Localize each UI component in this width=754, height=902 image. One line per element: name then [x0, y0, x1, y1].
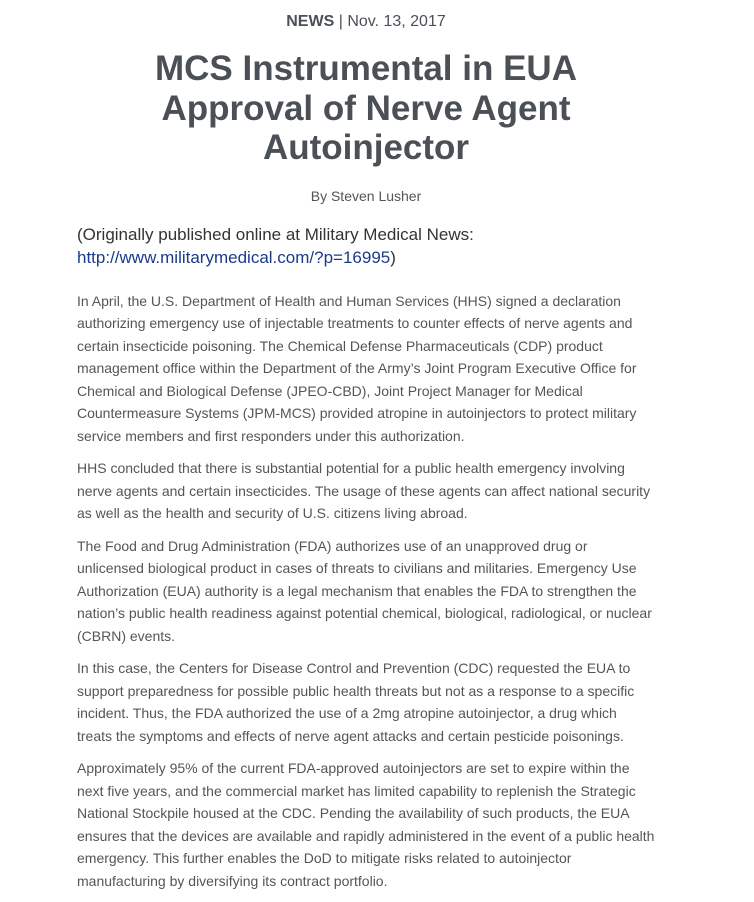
- body-paragraph: Approximately 95% of the current FDA-approved autoinjectors are set to expire within the next five years, and the commercial market has limited capability to replenish the Strategic National Stockpile housed at the CDC. Pending the availability of such products, the EUA ensures that the devices are available and rapidly administered in the event of a public health emergency. This further enables the DoD to mitigate risks related to autoinjector manufacturing by diversifying its contract portfolio.: [77, 760, 655, 889]
- article: [77, 0, 655, 902]
- body-paragraph: The Food and Drug Administration (FDA) authorizes use of an unapproved drug or unlicensed biological product in cases of threats to civilians and militaries. Emergency Use Authorization (EUA) authority is a legal mechanism that enables the FDA to strengthen the nation’s public health readiness against potential chemical, biological, radiological, or nuclear (CBRN) events.: [77, 537, 652, 644]
- body-paragraph: In April, the U.S. Department of Health and Human Services (HHS) signed a declaration authorizing emergency use of injectable treatments to counter effects of nerve agents and certain insecticide poisoning. The Chemical Defense Pharmaceuticals (CDP) product management office within the Department of the Army’s Joint Program Executive Office for Chemical and Biological Defense (JPEO-CBD), Joint Project Manager for Medical Countermeasure Systems (JPM-MCS) provided atropine in autoinjectors to protect military service members and first responders under this authorization.: [77, 292, 637, 444]
- category-label[interactable]: NEWS: [286, 13, 335, 30]
- article-body: [77, 290, 655, 893]
- origin-suffix: ): [390, 247, 396, 267]
- byline: By Steven Lusher: [310, 187, 422, 204]
- article-title: MCS Instrumental in EUA Approval of Nerve Agent Autoinjector: [155, 49, 577, 167]
- body-paragraph: In this case, the Centers for Disease Control and Prevention (CDC) requested the EUA to support preparedness for possible public health threats but not as a response to a specific incident. Thus, the FDA authorized the use of a 2mg atropine autoinjector, a drug which treats the symptoms and effects of nerve agent attacks and certain pesticide poisonings.: [77, 660, 635, 744]
- meta-separator: |: [338, 13, 343, 30]
- body-paragraph: HHS concluded that there is substantial potential for a public health emergency involving nerve agents and certain insecticides. The usage of these agents can affect national security as well as the health and security of U.S. citizens living abroad.: [77, 460, 651, 521]
- origin-note: [77, 223, 655, 269]
- origin-prefix: (Originally published online at Military Medical News:: [77, 224, 474, 244]
- publish-date: Nov. 13, 2017: [347, 13, 446, 30]
- source-link[interactable]: http://www.militarymedical.com/?p=16995: [77, 247, 391, 267]
- article-meta: [77, 12, 655, 32]
